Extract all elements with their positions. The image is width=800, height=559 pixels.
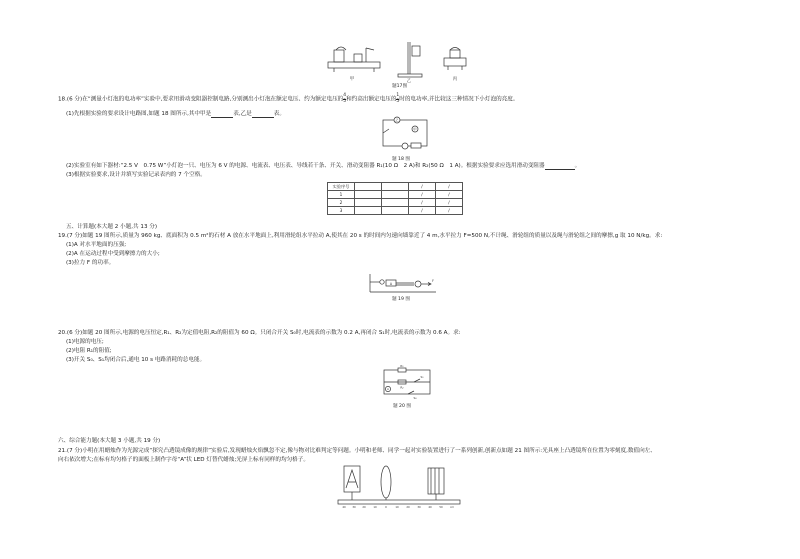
q18-part3: (3)根据实验要求,设计并填写实验记录表内的 7 个空格。 — [66, 172, 206, 178]
figure-21-drawing — [336, 462, 462, 510]
table-cell[interactable] — [355, 191, 382, 199]
q18-part2-end: 。 — [574, 163, 581, 169]
figure-18-label-jia: 甲 — [413, 127, 417, 132]
scale-tick: 10 — [373, 506, 377, 509]
q18-stem-part3: 时的电功率,并比较这三种情况下小灯泡的亮度。 — [399, 96, 519, 103]
q18-part1-end: 表。 — [273, 111, 285, 117]
figure-20-label-r2: R₂ — [400, 385, 404, 390]
q19-part3: (3)拉力 F 的功率。 — [66, 260, 115, 266]
figure-17-caption: 题17图 — [392, 84, 408, 89]
figure-19-label-f: F — [432, 279, 434, 283]
table-cell[interactable] — [382, 183, 409, 191]
figure-18-label-yi: 乙 — [395, 118, 399, 123]
section-5-title: 五、计算题(本大题 2 小题,共 13 分) — [66, 224, 158, 230]
figure-18-caption: 题 18 图 — [392, 157, 410, 162]
q18-blank-b[interactable] — [252, 112, 274, 118]
figure-20-label-s0: S₀ — [413, 396, 417, 400]
table-cell: / — [436, 183, 463, 191]
scale-tick: 20 — [362, 506, 366, 509]
q18-part1-mid: 表,乙是 — [233, 111, 252, 117]
table-cell: 实验序号 — [328, 183, 355, 191]
table-cell: 3 — [328, 207, 355, 215]
q18-part1 — [66, 111, 285, 118]
section-6-title: 六、综合能力题(本大题 3 小题,共 19 分) — [58, 438, 161, 444]
figure-20-caption: 题 20 图 — [393, 404, 411, 409]
table-cell: 2 — [328, 199, 355, 207]
table-cell[interactable] — [355, 199, 382, 207]
table-cell: / — [409, 183, 436, 191]
table-row — [328, 207, 463, 215]
table-cell[interactable] — [355, 207, 382, 215]
figure-17-label-a: 甲 — [349, 77, 355, 82]
figure-17-label-b: 乙 — [406, 79, 412, 84]
q18-part2 — [66, 163, 580, 170]
q18-stem-part2: 和约高出额定电压的 — [346, 96, 397, 103]
figure-19-label-a: A — [389, 282, 393, 286]
table-row — [328, 183, 463, 191]
figure-19-caption: 题 19 图 — [392, 297, 410, 302]
figure-21 — [336, 462, 462, 510]
figure-18-circuit — [375, 116, 435, 156]
table-row — [328, 199, 463, 207]
q18-part2-text: (2)实验室有如下器材:“2.5 V 0.75 W”小灯泡一只、电压为 6 V 的电源、电流表、电压表、导线若干条、开关、滑动变阻器 R₁(10 Ω 2 A)和 R₂(50 Ω 1 A)。根据实验要求应选用滑动变阻器 — [66, 163, 545, 169]
figure-17-label-c: 丙 — [452, 77, 458, 82]
q18-fraction-1-num: 4 — [343, 93, 347, 98]
q18-blank-c[interactable] — [545, 164, 575, 170]
figure-19 — [366, 272, 438, 296]
scale-tick: 40 — [428, 506, 432, 509]
figure-20 — [378, 364, 436, 402]
table-cell: / — [436, 199, 463, 207]
q18-blank-a[interactable] — [211, 112, 233, 118]
scale-tick: 10 — [395, 506, 399, 509]
q19-part2: (2)A 在运动过程中受到摩擦力的大小; — [66, 251, 160, 257]
table-cell: / — [409, 207, 436, 215]
scale-tick: 30 — [352, 506, 356, 509]
table-cell: / — [409, 199, 436, 207]
q20-part1: (1)电源的电压; — [66, 339, 104, 345]
scale-unit: cm — [450, 506, 454, 509]
figure-20-label-r1: R₁ — [400, 364, 404, 368]
table-cell: / — [409, 191, 436, 199]
scale-tick: 20 — [406, 506, 410, 509]
q19-stem: 19.(7 分)如题 19 图所示,质量为 960 kg、底面积为 0.5 m²的石材 A 放在水平地面上,利用滑轮组水平拉动 A,使其在 20 s 的时间内匀速向墙靠近了 4 m,水平拉力 F=500 N,不计绳、滑轮组的质量以及绳与滑轮组之间的摩擦,g 取 10 N/kg。求: — [58, 233, 663, 239]
q20-part2: (2)电阻 R₁的阻值; — [66, 348, 112, 354]
scale-tick: 40 — [342, 506, 346, 509]
q18-record-table — [327, 182, 463, 215]
q21-line2: 向右依次增大;在标有均匀格子的面板上制作字母“A”状 LED 灯替代蜡烛;光屏上标有同样的均匀格子。 — [58, 457, 309, 463]
q18-stem — [58, 94, 518, 104]
q18-part1-text: (1)先根据实验的要求设计电路图,如题 18 图所示,其中甲是 — [66, 111, 212, 117]
scale-tick: 30 — [417, 506, 421, 509]
table-cell: / — [436, 191, 463, 199]
table-row — [328, 191, 463, 199]
table-cell[interactable] — [382, 199, 409, 207]
q18-fraction-1-den: 5 — [343, 98, 347, 104]
figure-19-drawing — [366, 272, 438, 296]
scale-tick: 50 — [439, 506, 443, 509]
q18-fraction-2-den: 5 — [396, 98, 400, 104]
q20-part3: (3)开关 S₀、S₁均闭合后,通电 10 s 电路消耗的总电能。 — [66, 357, 206, 363]
q19-part1: (1)A 对水平地面的压强; — [66, 242, 127, 248]
figure-20-circuit — [378, 364, 436, 402]
q20-stem: 20.(6 分)如题 20 图所示,电源的电压恒定,R₁、R₂为定值电阻,R₂的阻值为 60 Ω。只闭合开关 S₀时,电流表的示数为 0.2 A,再闭合 S₁时,电流表的示数为 0.6 A。求: — [58, 330, 461, 336]
figure-20-label-s1: S₁ — [420, 375, 424, 379]
table-cell[interactable] — [382, 207, 409, 215]
table-cell[interactable] — [355, 183, 382, 191]
table-cell: / — [436, 207, 463, 215]
q21-line1: 21.(7 分)小明在用蜡烛作为光源完成“探究凸透镜成像的规律”实验后,发现蜡烛火焰飘忽不定,像与物对比难判定等问题。小明和老师、同学一起对实验装置进行了一系列创新,创新点如题 21 图所示:光具座上凸透镜所在位置为零刻度,数值向左、 — [58, 448, 656, 454]
table-cell: 1 — [328, 191, 355, 199]
figure-18 — [375, 116, 435, 156]
q18-stem-part1: 18.(6 分)在“测量小灯泡的电功率”实验中,要求用滑动变阻器控制电路,分别测出小灯泡在额定电压、约为额定电压的 — [58, 96, 344, 103]
figure-20-label-ammeter: A — [387, 387, 389, 392]
q18-fraction-2-num: 1 — [396, 93, 400, 98]
table-cell[interactable] — [382, 191, 409, 199]
scale-tick: 0 — [385, 506, 387, 509]
